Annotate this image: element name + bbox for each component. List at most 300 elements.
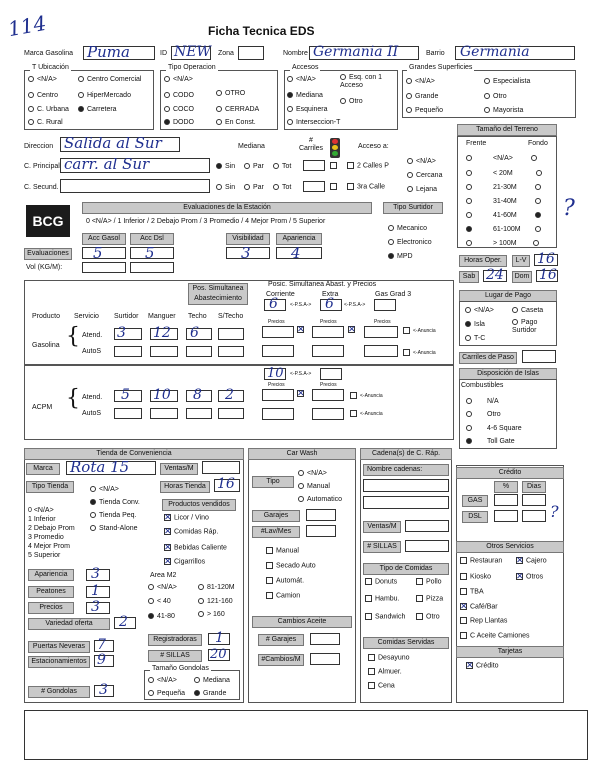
acpm-precio-extra[interactable]: [312, 389, 344, 401]
carwash-check-manual[interactable]: Manual: [266, 547, 299, 554]
principal-par[interactable]: Par: [244, 163, 264, 170]
col-servicio: Servicio: [74, 313, 99, 320]
apariencia-value: 3: [91, 566, 100, 582]
accesos-opt-esquinera[interactable]: Esquinera: [287, 106, 328, 113]
tienda-marca-label: Marca: [26, 463, 60, 475]
servicio-restauran[interactable]: Restauran: [460, 557, 502, 564]
gas-autos-precio-1[interactable]: [262, 345, 294, 357]
pago-opt-caseta[interactable]: Caseta: [512, 307, 543, 314]
superficies-opt-otro[interactable]: Otro: [484, 93, 507, 100]
acpm-psa-check[interactable]: [297, 390, 307, 397]
principal-check[interactable]: [330, 162, 340, 169]
secund-sin[interactable]: Sin: [216, 184, 235, 191]
estacionamientos-value: 9: [97, 652, 106, 668]
credito-dsl-dias[interactable]: [522, 510, 546, 522]
pago-opt-na[interactable]: <N/A>: [465, 307, 494, 314]
gas-precio-corriente[interactable]: [262, 326, 294, 338]
horas-tienda-value: 16: [217, 476, 235, 492]
gas-autos-surtidor[interactable]: [114, 346, 142, 357]
pago-opt-tc[interactable]: T-C: [465, 335, 485, 342]
vol-field-2[interactable]: [130, 262, 174, 273]
cambios-cambios-field[interactable]: [310, 653, 340, 665]
ubicacion-opt-centro[interactable]: Centro: [28, 92, 58, 99]
precios-3: Precios: [374, 319, 391, 325]
secund-label: C. Secund.: [24, 184, 59, 191]
principal-sin[interactable]: Sin: [216, 163, 235, 170]
acpm-atend-techo-value: 8: [193, 387, 202, 403]
acpm-brace: {: [66, 386, 80, 411]
tienda-ventas-field[interactable]: [202, 461, 240, 474]
gasolina-atend-label: Atend.: [82, 332, 103, 339]
tienda-opt-na[interactable]: <N/A>: [90, 486, 119, 493]
cambios-cambios-label: #Cambios/M: [258, 654, 304, 666]
acpm-precios-2: Precios: [320, 382, 337, 388]
area-opt-na[interactable]: <N/A>: [148, 584, 177, 591]
comida-pizza[interactable]: Pizza: [416, 595, 443, 602]
carwash-lav-label: #Lav/Mes: [252, 526, 300, 538]
cadenas-nombre-label: Nombre cadenas:: [363, 464, 449, 476]
registradoras-label: Registradoras: [148, 634, 202, 646]
producto-bebidas[interactable]: ✕Bebidas Caliente: [164, 544, 227, 551]
acpm-anuncia-1[interactable]: <-Anuncia: [350, 392, 383, 399]
gas-autos-manguer[interactable]: [150, 346, 178, 357]
gas-psa-check-1[interactable]: [297, 326, 307, 333]
eval-apariencia-field[interactable]: [276, 244, 322, 262]
gas-autos-precio-2[interactable]: [312, 345, 344, 357]
nombre-label: Nombre: [283, 50, 308, 57]
eval-acc-gasol-field[interactable]: [82, 244, 126, 262]
variedad-value: 2: [119, 614, 128, 630]
acceso-opt-cercana[interactable]: Cercana: [407, 172, 442, 179]
horas-lv-label: L-V: [512, 255, 530, 267]
servicio-rep-llantas[interactable]: Rep Llantas: [460, 617, 507, 624]
comida-donuts[interactable]: Donuts: [365, 578, 397, 585]
acpm-extra-field[interactable]: [320, 368, 342, 380]
variedad-field[interactable]: [114, 614, 136, 630]
terreno-opt-100[interactable]: 61-100M: [466, 226, 544, 233]
eval-visibilidad-field[interactable]: [226, 244, 270, 262]
credito-dias-label: Dias: [522, 481, 546, 493]
principal-carriles[interactable]: [303, 160, 325, 171]
notes-area[interactable]: [24, 710, 588, 760]
pago-opt-isla[interactable]: Isla: [465, 321, 485, 328]
gas-atend-manguer[interactable]: [150, 325, 178, 341]
extra-field[interactable]: [320, 296, 342, 312]
gasolina-autos-label: AutoS: [82, 348, 102, 355]
area-opt-41-80[interactable]: 41-80: [148, 613, 175, 620]
carwash-opt-auto[interactable]: Automatico: [298, 496, 342, 503]
ubicacion-opt-na[interactable]: <N/A>: [28, 76, 57, 83]
principal-tot[interactable]: Tot: [273, 163, 291, 170]
terreno-opt-40[interactable]: 31-40M: [466, 198, 544, 205]
ubicacion-opt-hipermercado[interactable]: HiperMercado: [78, 92, 131, 99]
tienda-opt-peq[interactable]: Tienda Peq.: [90, 512, 137, 519]
accesos-title: Accesos: [292, 64, 319, 71]
principal-label: C. Principal: [24, 163, 60, 170]
apariencia-label: Apariencia: [28, 569, 74, 581]
gondolas-label: # Gondolas: [28, 686, 90, 698]
horas-lv-value: 16: [537, 251, 555, 267]
col-surtidor: Surtidor: [114, 313, 139, 320]
gas-anuncia-2[interactable]: <-Anuncia: [403, 349, 436, 356]
credito-dsl-label: DSL: [462, 511, 488, 523]
surtidor-opt-mpd[interactable]: MPD: [388, 253, 413, 260]
gas-precio-extra[interactable]: [312, 326, 344, 338]
carwash-check-automat[interactable]: Automát.: [266, 577, 304, 584]
acpm-autos-precio-1[interactable]: [262, 408, 294, 420]
islas-title: Disposición de Islas: [459, 368, 557, 380]
comida-hambu[interactable]: Hambu.: [365, 595, 400, 602]
horas-sab-value: 24: [486, 267, 504, 283]
acpm-atend-manguer[interactable]: [150, 387, 178, 403]
terreno-opt-20[interactable]: < 20M: [466, 170, 545, 177]
secund-par[interactable]: Par: [244, 184, 264, 191]
area-opt-81-120[interactable]: 81-120M: [198, 584, 235, 591]
principal-value: carr. al Sur: [64, 155, 150, 173]
accesos-opt-mediana[interactable]: Mediana: [287, 92, 323, 99]
acceso-opt-lejana[interactable]: Lejana: [407, 186, 437, 193]
ubicacion-opt-centro-comercial[interactable]: Centro Comercial: [78, 76, 141, 83]
comidas-servidas-title: Comidas Servidas: [363, 637, 449, 649]
handwritten-page-number: 114: [6, 10, 48, 42]
ubicacion-title: T Ubicación: [32, 64, 69, 71]
islas-sub: Combustibles: [461, 382, 504, 389]
bcg-logo: BCG: [26, 205, 70, 237]
secund-check[interactable]: [330, 183, 340, 190]
tienda-ventas-label: Ventas/M: [160, 463, 198, 475]
corriente-value: 6: [269, 296, 278, 312]
horas-dom-value: 16: [539, 267, 557, 283]
horas-tienda-field[interactable]: [214, 476, 240, 492]
traffic-light-icon: [330, 138, 340, 158]
acpm-anuncia-2[interactable]: <-Anuncia: [350, 410, 383, 417]
productos-label: Productos vendidos: [162, 499, 236, 511]
acpm-precio-corriente[interactable]: [262, 389, 294, 401]
tienda-marca-field[interactable]: [66, 458, 156, 476]
superficies-opt-na[interactable]: <N/A>: [406, 78, 435, 85]
tarjeta-credito[interactable]: ✕Crédito: [466, 662, 499, 669]
credito-pct-label: %: [494, 481, 518, 493]
area-opt-160[interactable]: > 160: [198, 611, 225, 618]
puertas-field[interactable]: [94, 637, 114, 653]
area-label: Area M2: [150, 572, 177, 579]
servicio-otros[interactable]: ✕ Otros: [516, 573, 543, 580]
acpm-atend-surtidor[interactable]: [114, 387, 142, 403]
operacion-opt-codo[interactable]: CODO: [164, 92, 194, 99]
gondolas-field[interactable]: [94, 682, 114, 698]
col-manguer: Manguer: [148, 313, 176, 320]
operacion-opt-coco[interactable]: COCO: [164, 106, 194, 113]
operacion-opt-cerrada[interactable]: CERRADA: [216, 106, 259, 113]
carwash-title: Car Wash: [248, 448, 356, 460]
acpm-section: [24, 365, 454, 440]
vol-label: Vol (KG/M):: [26, 264, 63, 271]
direccion-value: Salida al Sur: [64, 134, 162, 152]
tienda-scale: 0 <N/A> 1 Inferior 2 Debajo Prom 3 Promedio 4 Mejor Prom 5 Superior: [28, 507, 75, 559]
tienda-sillas-value: 20: [210, 647, 227, 662]
terreno-opt-30[interactable]: 21-30M: [466, 184, 544, 191]
gas-precio-grad[interactable]: [364, 326, 398, 338]
carwash-opt-na[interactable]: <N/A>: [298, 470, 327, 477]
tienda-sillas-label: # SILLAS: [148, 650, 202, 662]
servida-cena[interactable]: Cena: [368, 682, 395, 689]
id-field[interactable]: [171, 46, 211, 60]
gas-atend-stecho[interactable]: [218, 328, 244, 340]
gas-autos-stecho[interactable]: [218, 346, 244, 357]
tienda-sillas-field[interactable]: [208, 649, 230, 661]
carwash-opt-manual[interactable]: Manual: [298, 483, 330, 490]
horas-lv-field[interactable]: [534, 251, 558, 267]
eval-acc-dsl-field[interactable]: [130, 244, 174, 262]
surtidor-title: Tipo Surtidor: [383, 202, 443, 214]
accesos-opt-otro[interactable]: Otro: [340, 98, 363, 105]
acpm-autos-precio-2[interactable]: [312, 408, 344, 420]
zona-label: Zona: [218, 50, 234, 57]
cambios-garajes-label: # Garajes: [258, 634, 304, 646]
posic-label: Posic. Simultanea Abast. y Precios: [268, 281, 377, 288]
terreno-opt-na[interactable]: <N/A>: [466, 155, 540, 162]
terreno-question-mark: ?: [563, 196, 575, 221]
carwash-garajes-label: Garajes: [252, 510, 300, 522]
nombre-value: Germania II: [313, 44, 399, 60]
evaluaciones-scale: 0 <N/A> / 1 Inferior / 2 Debajo Prom / 3 Promedio / 4 Mejor Prom / 5 Superior: [86, 218, 326, 225]
horas-sab-field[interactable]: [483, 267, 507, 283]
carwash-check-secado[interactable]: Secado Auto: [266, 562, 316, 569]
horas-sab-label: Sab: [459, 271, 479, 283]
secund-carriles[interactable]: [303, 181, 325, 192]
gondola-opt-grande[interactable]: Grande: [194, 690, 226, 697]
horas-dom-field[interactable]: [536, 267, 558, 283]
producto-cigarrillos[interactable]: ✕Cigarrillos: [164, 558, 205, 565]
id-value: NEW: [174, 44, 211, 60]
registradoras-value: 1: [215, 630, 224, 646]
gondolas-value: 3: [99, 682, 108, 698]
terreno-opt-mas-100[interactable]: > 100M: [466, 240, 542, 247]
tienda-title: Tienda de Conveniencia: [24, 448, 244, 460]
gas-autos-techo[interactable]: [186, 346, 212, 357]
accesos-opt-esquina-1[interactable]: Esq. con 1 Acceso: [340, 74, 383, 89]
tienda-opt-conv[interactable]: Tienda Conv.: [90, 499, 140, 506]
terreno-opt-60[interactable]: 41-60M: [466, 212, 544, 219]
precios-1: Precios: [268, 319, 285, 325]
servicio-cafe-bar[interactable]: ✕Café/Bar: [460, 603, 498, 610]
principal-field[interactable]: [60, 155, 210, 173]
form-title: Ficha Tecnica EDS: [208, 24, 315, 38]
evaluaciones-title: Evaluaciones de la Estación: [82, 202, 372, 214]
superficies-opt-especialista[interactable]: Especialista: [484, 78, 530, 85]
cadenas-title: Cadena(s) de C. Ráp.: [360, 448, 452, 460]
horas-tienda-label: Horas Tienda: [160, 481, 210, 493]
credito-dsl-pct[interactable]: [494, 510, 518, 522]
accesos-opt-na[interactable]: <N/A>: [287, 76, 316, 83]
acpm-psa-field[interactable]: [264, 368, 286, 380]
credito-title: Crédito: [456, 467, 564, 479]
vol-field-1[interactable]: [82, 262, 126, 273]
acpm-psa-value: 10: [267, 366, 284, 381]
horas-label: Horas Oper.: [459, 255, 507, 267]
gasolina-label: Gasolina: [32, 342, 60, 349]
tipo-tienda-label: Tipo Tienda: [26, 481, 74, 493]
variedad-label: Variedad oferta: [28, 618, 110, 630]
gas-atend-surtidor-value: 3: [117, 325, 126, 341]
acceso-label: Acceso a:: [358, 143, 389, 150]
gas-atend-techo[interactable]: [186, 325, 212, 341]
acpm-precios-1: Precios: [268, 382, 285, 388]
barrio-label: Barrio: [426, 50, 445, 57]
cambios-title: Cambios Aceite: [252, 616, 352, 628]
ubicacion-opt-carretera[interactable]: Carretera: [78, 106, 117, 113]
marca-field[interactable]: [83, 43, 155, 61]
zona-field[interactable]: [238, 46, 264, 60]
acpm-atend-stecho[interactable]: [218, 387, 244, 403]
superficies-opt-pequeno[interactable]: Pequeño: [406, 107, 443, 114]
credito-question-mark: ?: [550, 502, 559, 521]
gondola-opt-pequena[interactable]: Pequeña: [148, 690, 185, 697]
acpm-autos-label: AutoS: [82, 410, 102, 417]
gasolina-brace: {: [66, 324, 80, 349]
acpm-atend-label: Atend.: [82, 394, 103, 401]
acpm-autos-stecho[interactable]: [218, 408, 244, 419]
islas-opt-tollgate[interactable]: Toll Gate: [466, 438, 515, 445]
precios-label: Precios: [28, 602, 74, 614]
area-opt-40[interactable]: < 40: [148, 598, 171, 605]
extra-value: 6: [325, 296, 334, 312]
direccion-label: Direccion: [24, 143, 54, 150]
peatones-label: Peatones: [28, 586, 74, 598]
producto-comidas[interactable]: ✕Comidas Ráp.: [164, 528, 218, 535]
comida-otro[interactable]: Otro: [416, 613, 440, 620]
gas-autos-precio-3[interactable]: [364, 345, 398, 357]
servicio-tba[interactable]: TBA: [460, 588, 484, 595]
surtidor-opt-electronico[interactable]: Electronico: [388, 239, 432, 246]
producto-licor[interactable]: ✕Licor / Vino: [164, 514, 209, 521]
pago-opt-surtidor[interactable]: Pago Surtidor: [512, 319, 538, 334]
col-techo: Techo: [188, 313, 207, 320]
cadenas-ventas-field[interactable]: [405, 520, 449, 532]
puertas-value: 7: [97, 637, 106, 653]
acpm-autos-surtidor[interactable]: [114, 408, 142, 419]
credito-gas-pct[interactable]: [494, 494, 518, 506]
servicio-aceite-camiones[interactable]: C Aceite Camiones: [460, 632, 530, 639]
nombre-field[interactable]: [309, 46, 419, 60]
ubicacion-opt-rural[interactable]: C. Rural: [28, 119, 63, 126]
barrio-value: Germania: [460, 44, 530, 60]
eval-apariencia-value: 4: [291, 244, 301, 262]
cadenas-nombre-field-1[interactable]: [363, 479, 449, 492]
tipo-comidas-title: Tipo de Comidas: [363, 563, 449, 575]
carwash-garajes-field[interactable]: [306, 509, 336, 521]
tienda-marca-value: Rota 15: [70, 458, 130, 476]
credito-gas-label: GAS: [462, 495, 488, 507]
carriles-paso-field[interactable]: [522, 350, 556, 363]
carwash-check-camion[interactable]: Camion: [266, 592, 300, 599]
eval-visibilidad-value: 3: [241, 244, 251, 262]
operacion-opt-dodo[interactable]: DODO: [164, 119, 194, 126]
cadenas-nombre-field-2[interactable]: [363, 496, 449, 509]
superficies-opt-mayorista[interactable]: Mayorista: [484, 107, 523, 114]
acpm-autos-techo[interactable]: [186, 408, 212, 419]
servicio-kiosko[interactable]: Kiosko: [460, 573, 491, 580]
col-producto: Producto: [32, 313, 61, 320]
operacion-title: Tipo Operacion: [168, 64, 216, 71]
id-label: ID: [160, 50, 167, 57]
peatones-field[interactable]: [86, 583, 110, 599]
col-stecho: S/Techo: [218, 313, 244, 320]
servida-almuerzo[interactable]: Almuer.: [368, 668, 402, 675]
gondola-opt-na[interactable]: <N/A>: [148, 677, 177, 684]
islas-opt-otro[interactable]: Otro: [466, 411, 501, 418]
operacion-opt-construccion[interactable]: En Const.: [216, 119, 256, 126]
carwash-lav-field[interactable]: [306, 525, 336, 537]
acceso-opt-na[interactable]: <N/A>: [407, 158, 436, 165]
gas-anuncia-1[interactable]: <-Anuncia: [403, 327, 436, 334]
eval-acc-gasol-value: 5: [93, 244, 103, 262]
gas-grad-label: Gas Grad 3: [375, 291, 412, 298]
acpm-atend-surtidor-value: 5: [121, 387, 130, 403]
carriles-paso-label: Carriles de Paso: [459, 352, 517, 364]
tercera-calle-check[interactable]: 3ra Calle: [347, 183, 385, 190]
mediana-label: Mediana: [238, 143, 265, 150]
ubicacion-opt-urbana[interactable]: C. Urbana: [28, 106, 69, 113]
gondola-opt-mediana[interactable]: Mediana: [194, 677, 230, 684]
secund-field[interactable]: [60, 179, 210, 193]
servicio-cajero[interactable]: ✕ Cajero: [516, 557, 547, 564]
dos-calles-check[interactable]: 2 Calles P: [347, 162, 389, 169]
barrio-field[interactable]: [455, 46, 575, 60]
acpm-atend-techo[interactable]: [186, 387, 212, 403]
credito-gas-dias[interactable]: [522, 494, 546, 506]
surtidor-opt-mecanico[interactable]: Mecanico: [388, 225, 427, 232]
estacionamientos-field[interactable]: [94, 652, 114, 668]
eval-col-acc-dsl: Acc Dsl: [130, 233, 174, 245]
cadenas-ventas-label: Ventas/M: [363, 521, 401, 533]
secund-tot[interactable]: Tot: [273, 184, 291, 191]
horas-dom-label: Dom: [512, 271, 532, 283]
comida-sandwich[interactable]: Sandwich: [365, 613, 405, 620]
islas-opt-square[interactable]: 4-6 Square: [466, 425, 522, 432]
gas-psa-check-2[interactable]: [348, 326, 358, 333]
terreno-fondo-label: Fondo: [528, 140, 548, 147]
direccion-field[interactable]: [60, 134, 180, 152]
gas-atend-techo-value: 6: [190, 325, 199, 341]
gas-atend-manguer-value: 12: [153, 325, 171, 341]
servida-desayuno[interactable]: Desayuno: [368, 654, 410, 661]
peatones-value: 1: [91, 583, 100, 599]
marca-label: Marca Gasolina: [24, 50, 74, 57]
operacion-opt-na[interactable]: <N/A>: [164, 76, 193, 83]
terreno-frente-label: Frente: [466, 140, 487, 147]
cambios-garajes-field[interactable]: [310, 633, 340, 645]
comida-pollo[interactable]: Pollo: [416, 578, 442, 585]
acpm-autos-manguer[interactable]: [150, 408, 178, 419]
accesos-opt-interseccion[interactable]: Interseccion-T: [287, 119, 340, 126]
extra-label: Extra: [322, 291, 339, 298]
apariencia-field[interactable]: [86, 566, 110, 582]
islas-opt-na[interactable]: N/A: [466, 398, 499, 405]
corriente-field[interactable]: [264, 296, 286, 312]
operacion-opt-otro[interactable]: OTRO: [216, 90, 245, 97]
cadenas-sillas-field[interactable]: [405, 540, 449, 552]
estacionamientos-label: Estacionamientos: [28, 656, 90, 668]
gas-atend-surtidor[interactable]: [114, 325, 142, 341]
gasgrad-field[interactable]: [374, 299, 396, 311]
registradoras-field[interactable]: [208, 630, 230, 646]
tarjetas-title: Tarjetas: [456, 646, 564, 658]
superficies-opt-grande[interactable]: Grande: [406, 93, 438, 100]
tienda-opt-stand[interactable]: Stand-Alone: [90, 525, 138, 532]
precios-field[interactable]: [86, 599, 110, 615]
area-opt-121-160[interactable]: 121-160: [198, 598, 233, 605]
